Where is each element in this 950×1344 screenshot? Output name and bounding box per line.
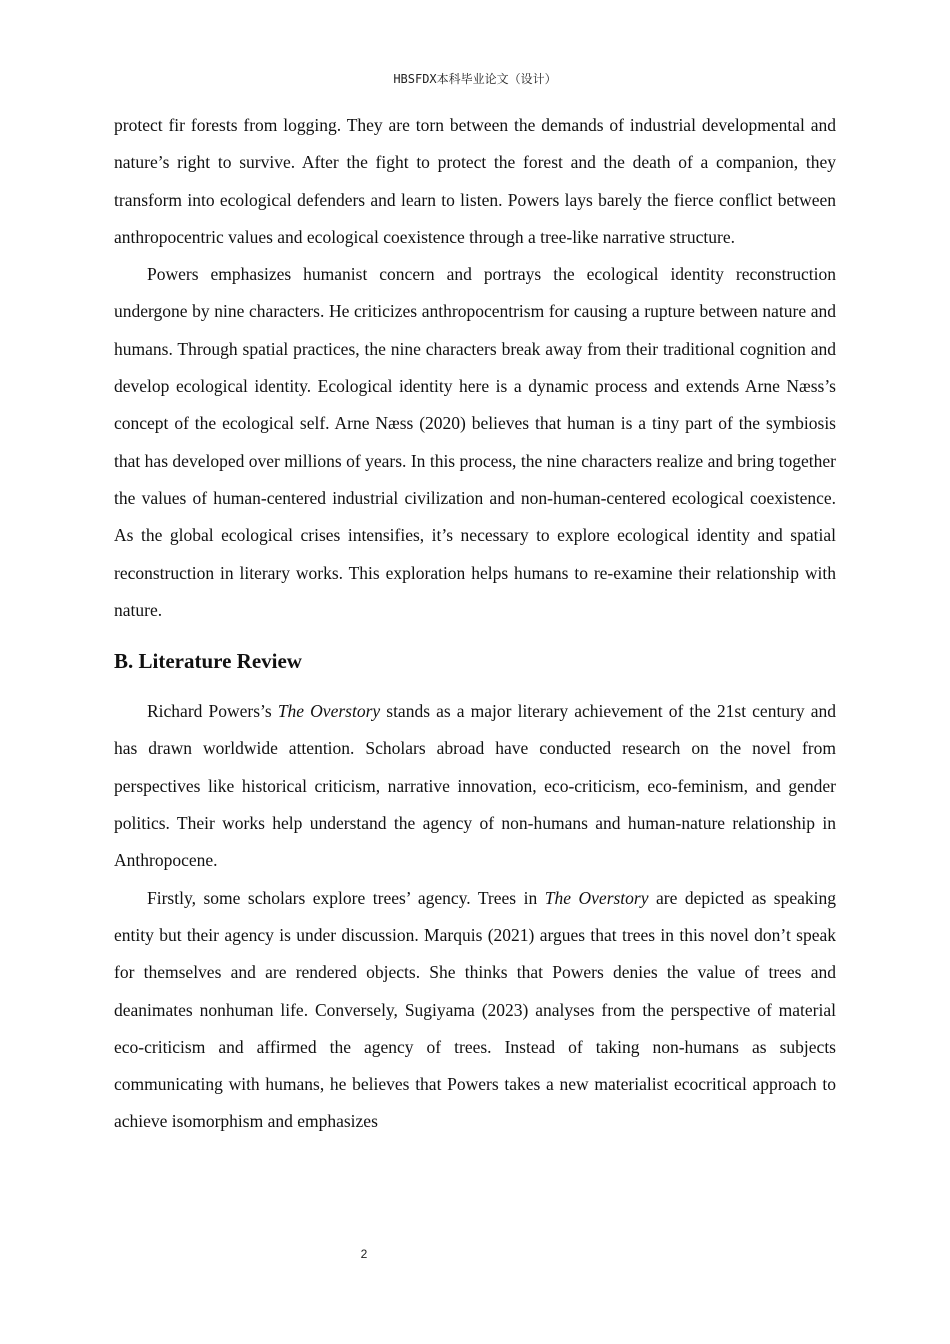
review-p1-text-b: stands as a major literary achievement of the 21st century and has drawn worldwide attention. Scholars abroad have conducted research on the novel from perspectives like historical criticism, narrative innovation, eco-criticism, eco-feminism, and gender politics. Their works help understand the agency of non-humans and human-nature relationship in Anthropocene. xyxy=(114,701,837,871)
section-heading: B. Literature Review xyxy=(114,649,302,674)
review-paragraph-1 xyxy=(114,693,836,879)
book-title: The Overstory xyxy=(277,701,381,722)
book-title: The Overstory xyxy=(544,887,649,908)
review-p2-text-b: are depicted as speaking entity but their agency is under discussion. Marquis (2021) argues that trees in this novel don’t speak for themselves and are rendered objects. She thinks that Powers denies the value of trees and deanimates nonhuman life. Conversely, Sugiyama (2023) analyses from the perspective of material eco-criticism and affirmed the agency of trees. Instead of taking non-humans as subjects communicating with humans, he believes that Powers takes a new materialist ecocritical approach to achieve isomorphism and emphasizes xyxy=(114,887,836,1132)
review-p2-text-a: Firstly, some scholars explore trees’ agency. Trees in xyxy=(147,887,545,908)
page-number: 2 xyxy=(360,1247,368,1261)
body-text xyxy=(114,107,836,1141)
page-header: HBSFDX本科毕业论文（设计） xyxy=(393,72,557,86)
paragraph-2: Powers emphasizes humanist concern and portrays the ecological identity reconstruction undergone by nine characters. He criticizes anthropocentrism for causing a rupture between nature and humans. Through spatial practices, the nine characters break away from their traditional cognition and develop ecological identity. Ecological identity here is a dynamic process and extends Arne Næss’s concept of the ecological self. Arne Næss (2020) believes that human is a tiny part of the symbiosis that has developed over millions of years. In this process, the nine characters realize and bring together the values of human-centered industrial civilization and non-human-centered ecological coexistence. As the global ecological crises intensifies, it’s necessary to explore ecological identity and spatial reconstruction in literary works. This exploration helps humans to re-examine their relationship with nature. xyxy=(114,264,836,620)
review-p1-text-a: Richard Powers’s xyxy=(147,701,278,722)
paragraph-1: protect fir forests from logging. They are torn between the demands of industrial developmental and nature’s right to survive. After the fight to protect the forest and the death of a companion, they transform into ecological defenders and learn to listen. Powers lays barely the fierce conflict between anthropocentric values and ecological coexistence through a tree-like narrative structure. xyxy=(114,115,836,247)
review-paragraph-2 xyxy=(114,880,836,1141)
